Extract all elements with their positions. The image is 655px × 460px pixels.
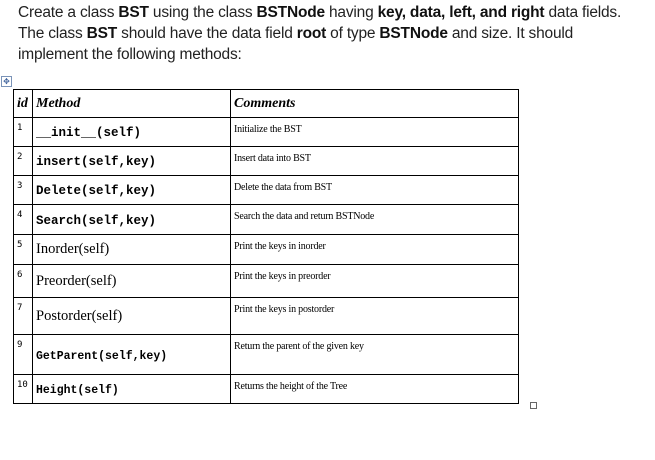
intro-bold: BST [86,25,118,42]
method-name: Search(self,key) [36,213,157,228]
method-name: GetParent(self,key) [36,349,168,363]
header-comments: Comments [231,90,519,118]
row-comment: Insert data into BST [231,147,519,176]
header-method: Method [33,90,231,118]
table-row [14,375,519,404]
resize-square-icon[interactable] [530,402,537,409]
row-comment: Print the keys in preorder [231,265,519,298]
table-row [14,335,519,375]
row-id: 6 [14,265,33,298]
intro-paragraph [18,2,638,65]
method-name: Height(self) [36,384,119,397]
row-id: 10 [14,375,33,404]
row-id: 3 [14,176,33,205]
row-method [33,235,231,265]
row-method [33,335,231,375]
method-name: insert(self,key) [36,155,157,169]
row-id: 7 [14,298,33,335]
table-row [14,265,519,298]
row-method [33,176,231,205]
row-method [33,265,231,298]
table-row [14,205,519,235]
row-comment: Return the parent of the given key [231,335,519,375]
intro-bold: BSTNode [379,25,448,42]
intro-text: having [324,4,378,21]
row-comment: Print the keys in postorder [231,298,519,335]
intro-text: Create a class [18,4,119,21]
row-comment: Search the data and return BSTNode [231,205,519,235]
method-name: __init__(self) [36,126,142,140]
intro-bold: key, data, left, and right [377,4,545,21]
row-method [33,147,231,176]
row-comment: Print the keys in inorder [231,235,519,265]
table-header-row [14,90,519,118]
row-comment: Initialize the BST [231,118,519,147]
intro-text: of type [326,25,380,42]
row-id: 2 [14,147,33,176]
row-comment: Returns the height of the Tree [231,375,519,404]
table-row [14,118,519,147]
table-row [14,235,519,265]
table-row [14,298,519,335]
row-id: 5 [14,235,33,265]
method-name: Inorder(self) [36,241,110,257]
row-comment: Delete the data from BST [231,176,519,205]
intro-bold: BST [118,4,149,21]
intro-text: data fields. The class [18,4,622,42]
intro-bold: BSTNode [256,4,325,21]
row-method [33,118,231,147]
method-name: Postorder(self) [36,307,123,324]
methods-table [13,89,519,404]
row-method [33,375,231,404]
row-id: 9 [14,335,33,375]
intro-text: using the class [148,4,257,21]
header-id: id [14,90,33,118]
row-id: 1 [14,118,33,147]
table-row [14,147,519,176]
method-name: Preorder(self) [36,272,117,289]
intro-text: and size. It should implement the following methods: [18,25,574,63]
method-name: Delete(self,key) [36,184,157,198]
row-method [33,205,231,235]
intro-bold: root [296,25,327,42]
row-method [33,298,231,335]
intro-text: should have the data field [117,25,297,42]
move-cross-icon[interactable]: ✥ [1,76,12,87]
row-id: 4 [14,205,33,235]
table-row [14,176,519,205]
